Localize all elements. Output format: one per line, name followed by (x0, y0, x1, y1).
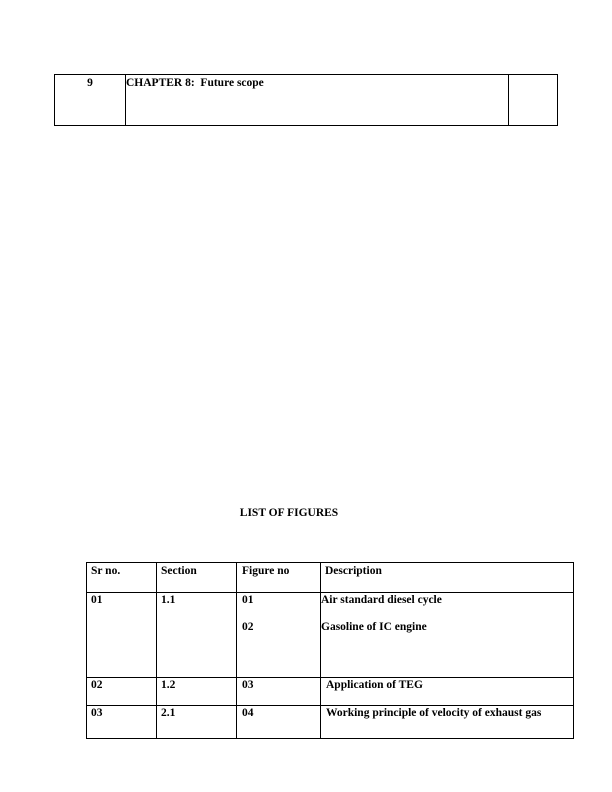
cell-description (321, 593, 574, 678)
header-figure-no: Figure no (237, 563, 321, 593)
table-row (87, 678, 574, 706)
cell-sr-no: 01 (87, 593, 157, 678)
header-section: Section (157, 563, 237, 593)
cell-figure-no (237, 593, 321, 678)
figure-description: Application of TEG (326, 679, 423, 691)
toc-page-number (509, 75, 558, 126)
toc-continuation-table (54, 74, 558, 126)
cell-description (321, 678, 574, 706)
cell-sr-no: 02 (87, 678, 157, 706)
cell-section: 2.1 (157, 706, 237, 739)
figure-description: Gasoline of IC engine (321, 621, 427, 633)
cell-section: 1.2 (157, 678, 237, 706)
list-of-figures-table (86, 562, 574, 739)
cell-sr-no: 03 (87, 706, 157, 739)
cell-figure-no: 04 (237, 706, 321, 739)
cell-description (321, 706, 574, 739)
toc-row (55, 75, 558, 126)
figure-number: 01 (242, 594, 254, 606)
figure-description: Air standard diesel cycle (321, 594, 442, 606)
table-row (87, 706, 574, 739)
table-header-row (87, 563, 574, 593)
table-row (87, 593, 574, 678)
toc-title: CHAPTER 8: Future scope (126, 75, 509, 126)
figure-description: Working principle of velocity of exhaust gas (326, 707, 542, 719)
list-of-figures-heading: LIST OF FIGURES (239, 507, 339, 519)
cell-figure-no: 03 (237, 678, 321, 706)
header-sr-no: Sr no. (87, 563, 157, 593)
toc-number: 9 (55, 75, 126, 126)
cell-section: 1.1 (157, 593, 237, 678)
header-description: Description (321, 563, 574, 593)
figure-number: 02 (242, 621, 254, 633)
